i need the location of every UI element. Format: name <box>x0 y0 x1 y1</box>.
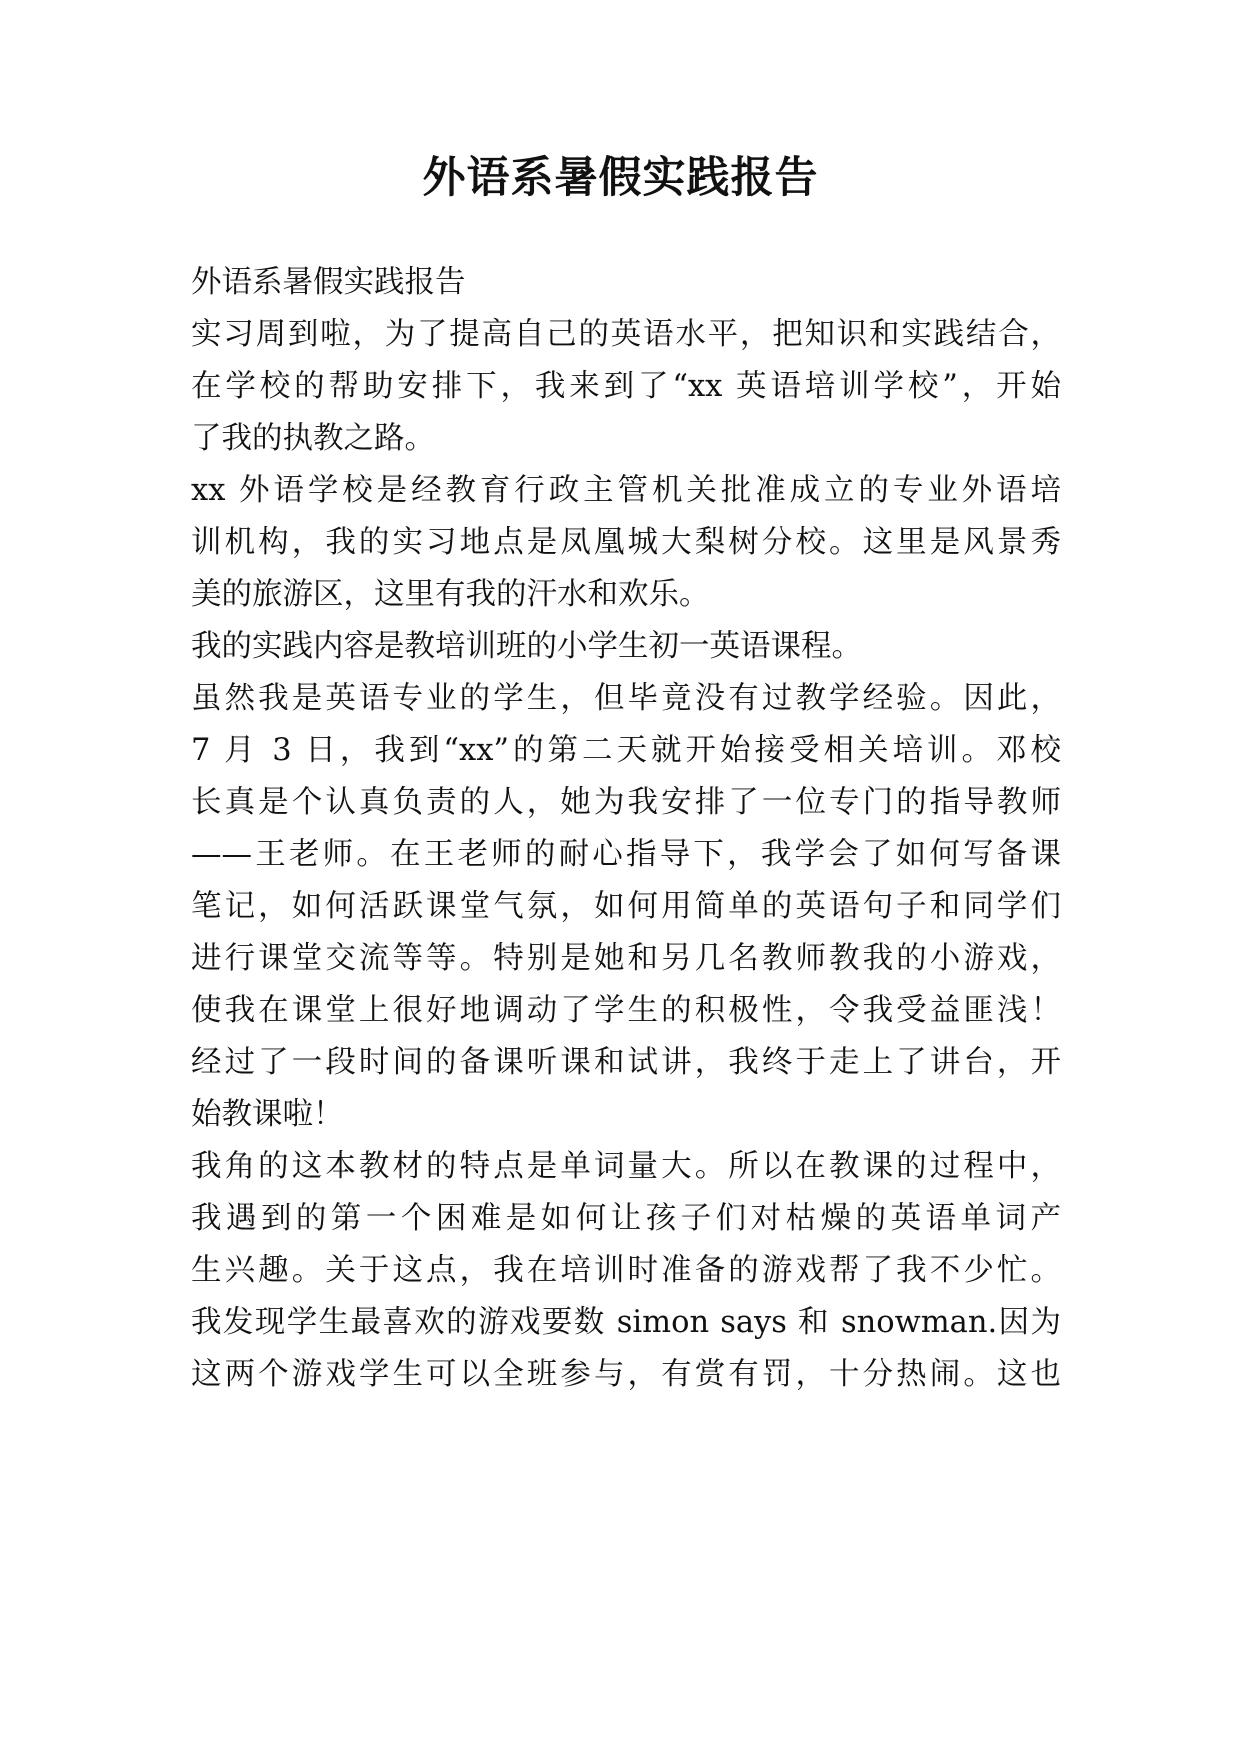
paragraph-line: 我发现学生最喜欢的游戏要数 simon says 和 snowman.因为 <box>191 1305 1061 1340</box>
paragraph-line: 长真是个认真负责的人，她为我安排了一位专门的指导教师 <box>191 785 1061 820</box>
paragraph-line: 生兴趣。关于这点，我在培训时准备的游戏帮了我不少忙。 <box>191 1253 1061 1288</box>
paragraph-line: 这两个游戏学生可以全班参与，有赏有罚，十分热闹。这也 <box>191 1357 1061 1392</box>
paragraph-line: 进行课堂交流等等。特别是她和另几名教师教我的小游戏， <box>191 941 1061 976</box>
paragraph-line: 在学校的帮助安排下，我来到了“xx 英语培训学校”，开始 <box>191 369 1061 404</box>
document-title: 外语系暑假实践报告 <box>422 153 819 203</box>
paragraph-line: 训机构，我的实习地点是凤凰城大梨树分校。这里是风景秀 <box>191 525 1061 560</box>
paragraph-line: 我的实践内容是教培训班的小学生初一英语课程。 <box>191 629 862 664</box>
paragraph-line: 笔记，如何活跃课堂气氛，如何用简单的英语句子和同学们 <box>191 889 1061 924</box>
paragraph-line: 了我的执教之路。 <box>191 421 435 456</box>
paragraph-line: ——王老师。在王老师的耐心指导下，我学会了如何写备课 <box>191 837 1061 872</box>
paragraph-line: 使我在课堂上很好地调动了学生的积极性，令我受益匪浅！ <box>191 993 1061 1028</box>
paragraph-line: 虽然我是英语专业的学生，但毕竟没有过教学经验。因此， <box>191 681 1061 716</box>
paragraph-line: 外语系暑假实践报告 <box>191 265 466 300</box>
paragraph-line: xx 外语学校是经教育行政主管机关批准成立的专业外语培 <box>191 473 1061 508</box>
paragraph-line: 我角的这本教材的特点是单词量大。所以在教课的过程中， <box>191 1149 1061 1184</box>
paragraph-line: 我遇到的第一个困难是如何让孩子们对枯燥的英语单词产 <box>191 1201 1061 1236</box>
paragraph-line: 经过了一段时间的备课听课和试讲，我终于走上了讲台，开 <box>191 1045 1061 1080</box>
paragraph-line: 7 月 3 日，我到“xx”的第二天就开始接受相关培训。邓校 <box>191 733 1061 768</box>
paragraph-line: 美的旅游区，这里有我的汗水和欢乐。 <box>191 577 710 612</box>
paragraph-line: 始教课啦！ <box>191 1097 344 1132</box>
paragraph-line: 实习周到啦，为了提高自己的英语水平，把知识和实践结合， <box>191 317 1061 352</box>
